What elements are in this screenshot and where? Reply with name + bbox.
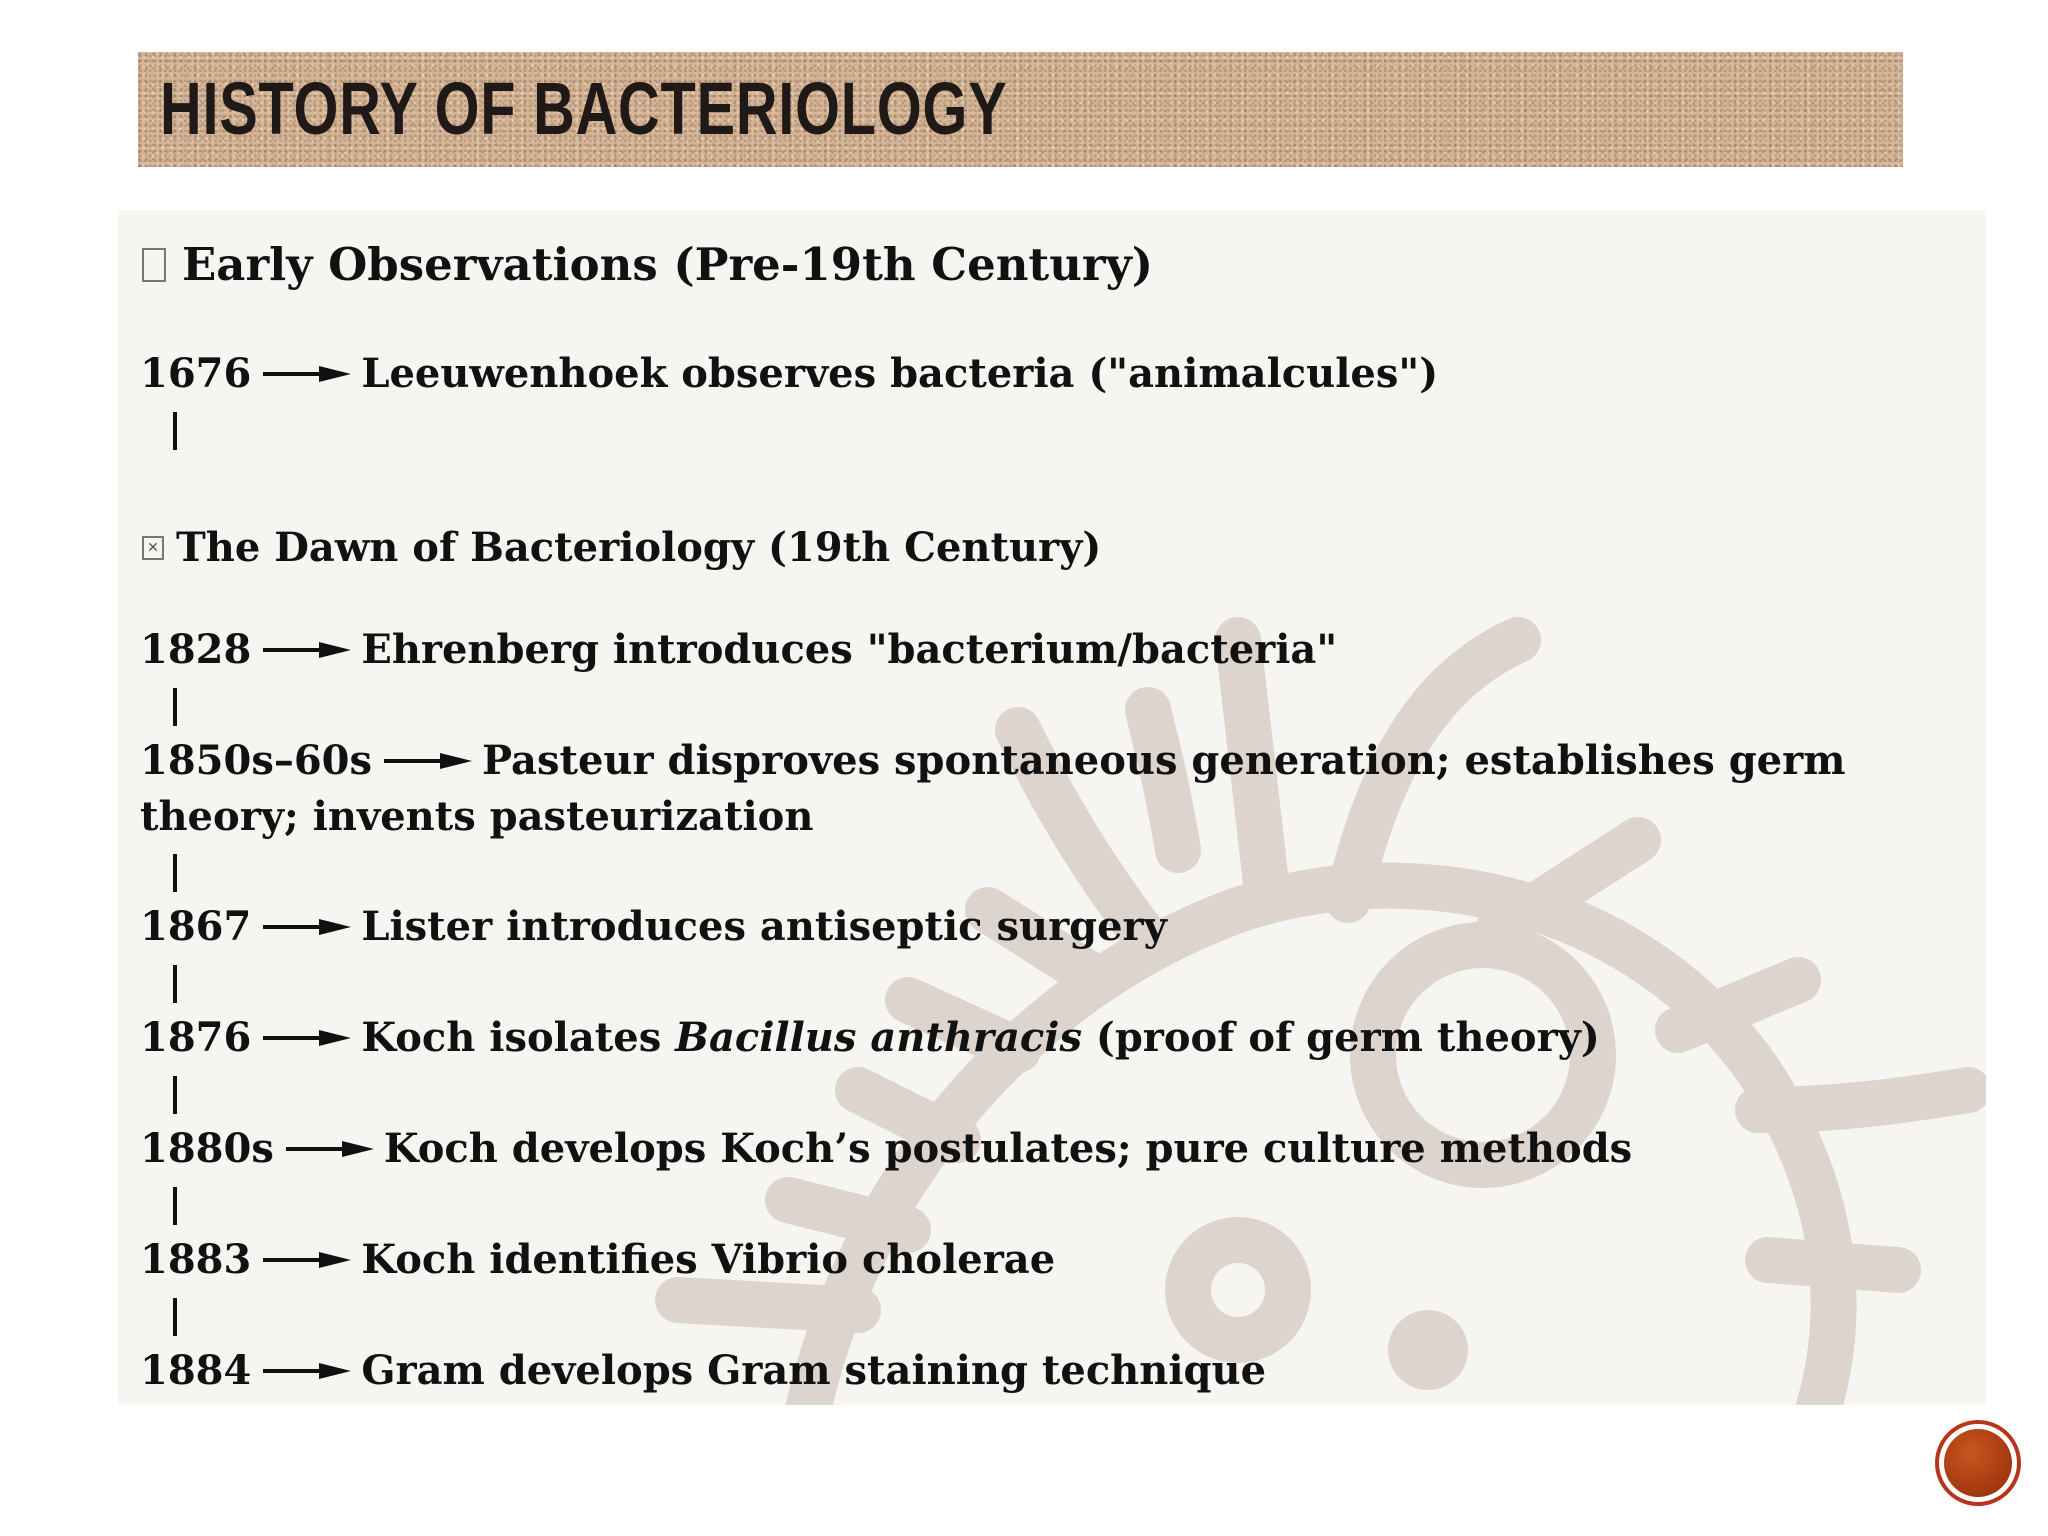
- timeline-text: Ehrenberg introduces "bacterium/bacteria": [361, 626, 1338, 673]
- timeline-text: Koch develops Koch’s postulates; pure culture methods: [383, 1125, 1633, 1172]
- arrow-right-icon: [263, 1250, 353, 1270]
- timeline-year: 1850s–60s: [140, 737, 373, 784]
- timeline-connector: [173, 1298, 177, 1336]
- timeline-entry-1880s: [140, 1121, 1960, 1177]
- timeline-text: Koch identifies Vibrio cholerae: [361, 1236, 1056, 1283]
- timeline-entry-1850s: [140, 733, 1960, 845]
- timeline-year: 1876: [140, 1014, 252, 1061]
- arrow-right-icon: [263, 1028, 353, 1048]
- timeline-connector: [173, 688, 177, 726]
- timeline-connector: [173, 1187, 177, 1225]
- timeline-entry-1828: [140, 622, 1960, 678]
- timeline-entry-1883: [140, 1232, 1960, 1288]
- arrow-right-icon: [263, 1361, 353, 1381]
- arrow-right-icon: [263, 917, 353, 937]
- content-panel: [118, 210, 1986, 1405]
- title-band: [138, 52, 1903, 167]
- timeline-year: 1883: [140, 1236, 252, 1283]
- timeline-connector: [173, 412, 177, 450]
- section-heading-text: The Dawn of Bacteriology (19th Century): [176, 524, 1102, 571]
- timeline-entry-1676: [140, 346, 1960, 402]
- timeline-year: 1676: [140, 350, 252, 397]
- timeline-text: Koch isolates: [361, 1014, 676, 1061]
- timeline-year: 1867: [140, 903, 252, 950]
- timeline-text: Leeuwenhoek observes bacteria ("animalcules"): [361, 350, 1439, 397]
- timeline-entry-1867: [140, 899, 1960, 955]
- timeline-text: (proof of germ theory): [1081, 1014, 1600, 1061]
- section-heading-dawn: [142, 518, 1101, 578]
- timeline-year: 1880s: [140, 1125, 274, 1172]
- timeline-connector: [173, 1076, 177, 1114]
- timeline-text: Gram develops Gram staining technique: [361, 1347, 1267, 1394]
- timeline-content: [118, 210, 1986, 1405]
- section-heading-text: Early Observations (Pre-19th Century): [182, 238, 1154, 291]
- slide-title: HISTORY OF BACTERIOLOGY: [160, 67, 1008, 150]
- arrow-right-icon: [263, 640, 353, 660]
- timeline-entry-1884: [140, 1343, 1960, 1399]
- species-name: Bacillus anthracis: [675, 1014, 1082, 1061]
- section-heading-early: [142, 230, 1153, 300]
- timeline-year: 1828: [140, 626, 252, 673]
- arrow-right-icon: [263, 364, 353, 384]
- timeline-year: 1884: [140, 1347, 252, 1394]
- arrow-right-icon: [286, 1139, 376, 1159]
- x-box-icon: ✕: [142, 536, 164, 560]
- timeline-entry-1876: [140, 1010, 1960, 1066]
- box-icon: [142, 248, 166, 282]
- nav-circle-icon: [1944, 1429, 2012, 1497]
- next-slide-button[interactable]: [1935, 1420, 2021, 1506]
- timeline-connector: [173, 965, 177, 1003]
- arrow-right-icon: [384, 751, 474, 771]
- timeline-connector: [173, 854, 177, 892]
- timeline-text: Pasteur disproves spontaneous generation; establishes germ theory; invents pasteurization: [140, 737, 1846, 840]
- timeline-text: Lister introduces antiseptic surgery: [361, 903, 1167, 950]
